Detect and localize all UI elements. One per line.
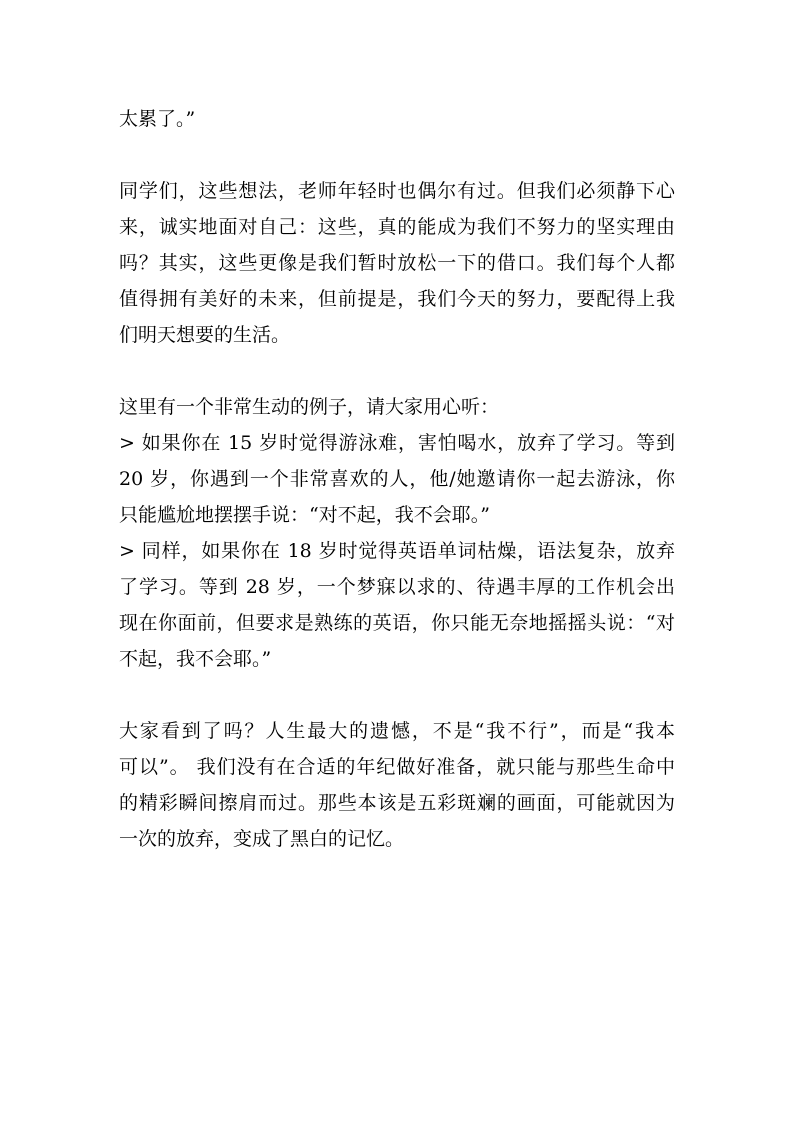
paragraph-gap [119, 137, 675, 173]
quote-line: 20 岁，你遇到一个非常喜欢的人，他/她邀请你一起去游泳，你 [119, 468, 675, 490]
quote-line: > 如果你在 15 岁时觉得游泳难，害怕喝水，放弃了学习。等到 [119, 432, 675, 454]
text-line: 太累了。” [119, 108, 196, 130]
text-line: 吗？其实，这些更像是我们暂时放松一下的借口。我们每个人都 [119, 252, 675, 274]
text-line: 大家看到了吗？人生最大的遗憾，不是“我不行”，而是“我本 [119, 720, 675, 742]
document-page [119, 101, 675, 857]
quote-line: 只能尴尬地摆摆手说：“对不起，我不会耶。” [119, 504, 490, 526]
text-line: 们明天想要的生活。 [119, 324, 291, 346]
quote-line: 现在你面前，但要求是熟练的英语，你只能无奈地摇摇头说：“对 [119, 612, 675, 634]
quote-line: 了学习。等到 28 岁，一个梦寐以求的、待遇丰厚的工作机会出 [119, 576, 675, 598]
text-line: 值得拥有美好的未来，但前提是，我们今天的努力，要配得上我 [119, 288, 675, 310]
quote-line: 不起，我不会耶。” [119, 648, 272, 670]
text-line: 这里有一个非常生动的例子，请大家用心听： [119, 396, 500, 418]
paragraph-1 [119, 101, 675, 137]
paragraph-4 [119, 713, 675, 857]
text-line: 同学们，这些想法，老师年轻时也偶尔有过。但我们必须静下心 [119, 180, 675, 202]
paragraph-3 [119, 389, 675, 677]
paragraph-2 [119, 173, 675, 353]
text-line: 一次的放弃，变成了黑白的记忆。 [119, 828, 405, 850]
paragraph-gap [119, 677, 675, 713]
text-line: 来，诚实地面对自己：这些，真的能成为我们不努力的坚实理由 [119, 216, 675, 238]
text-line: 可以”。 我们没有在合适的年纪做好准备，就只能与那些生命中 [119, 756, 675, 778]
quote-line: > 同样，如果你在 18 岁时觉得英语单词枯燥，语法复杂，放弃 [119, 540, 675, 562]
paragraph-gap [119, 353, 675, 389]
text-line: 的精彩瞬间擦肩而过。那些本该是五彩斑斓的画面，可能就因为 [119, 792, 675, 814]
